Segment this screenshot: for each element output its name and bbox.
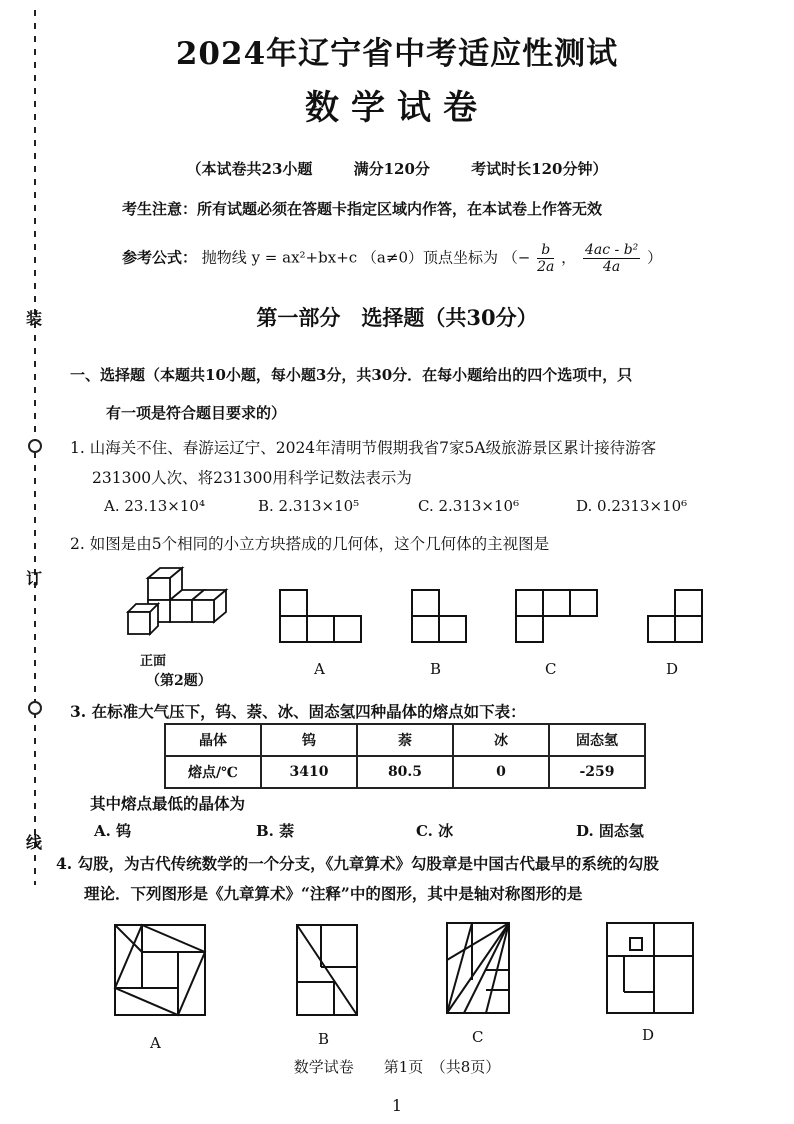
vertex-y-numerator: 4ac - b² xyxy=(584,242,639,258)
table-cell: 熔点/℃ xyxy=(165,756,261,788)
table-header-cell: 钨 xyxy=(261,724,357,756)
table-cell: 80.5 xyxy=(357,756,453,788)
q2-option-c-figure xyxy=(514,588,600,644)
q2-option-b-label: B xyxy=(430,660,442,678)
q3-question: 3. 在标准大气压下，钨、萘、冰、固态氢四种晶体的熔点如下表： xyxy=(70,702,526,721)
exam-notice: 考生注意：所有试题必须在答题卡指定区域内作答，在本试卷上作答无效 xyxy=(122,200,603,218)
q1-option-c: C. 2.313×10⁶ xyxy=(418,497,520,515)
vertex-y-fraction xyxy=(583,242,640,275)
q2-option-c-label: C xyxy=(545,660,557,678)
table-cell: -259 xyxy=(549,756,645,788)
q4-option-d-figure xyxy=(604,920,696,1018)
full-score: 满分120分 xyxy=(353,160,430,178)
q4-option-b-label: B xyxy=(318,1030,330,1048)
formula-paren-open: （− xyxy=(502,248,531,267)
table-header-cell: 萘 xyxy=(357,724,453,756)
q2-figure-caption: （第2题） xyxy=(146,673,212,689)
q4-option-a-figure xyxy=(112,922,208,1018)
formula-comma: ， xyxy=(561,248,577,267)
page-footer: 数学试卷 第1页 （共8页） xyxy=(293,1058,501,1076)
table-header-cell: 晶体 xyxy=(165,724,261,756)
q2-option-a-label: A xyxy=(314,660,325,678)
question-count: （本试卷共23小题 xyxy=(186,160,313,178)
exam-title: 2024年辽宁省中考适应性测试 xyxy=(175,36,619,72)
q2-cube-solid-figure xyxy=(120,566,240,650)
page-number: 1 xyxy=(391,1096,403,1115)
exam-duration: 考试时长120分钟） xyxy=(471,160,608,178)
section-instructions-line2: 有一项是符合题目要求的） xyxy=(106,404,287,422)
formula-paren-close: ） xyxy=(647,248,663,267)
q2-question: 2. 如图是由5个相同的小立方块搭成的几何体，这个几何体的主视图是 xyxy=(70,535,550,553)
q4-line1: 4. 勾股，为古代传统数学的一个分支，《九章算术》勾股章是中国古代最早的系统的勾股 xyxy=(56,854,659,873)
table-cell: 0 xyxy=(453,756,549,788)
table-header-row xyxy=(165,724,645,756)
q2-option-b-figure xyxy=(410,588,470,644)
q4-option-d-label: D xyxy=(642,1026,655,1044)
binding-char-zhuang: 装 xyxy=(26,309,43,328)
q2-front-label: 正面 xyxy=(140,654,167,669)
melting-point-table xyxy=(164,723,646,789)
q4-line2: 理论．下列图形是《九章算术》“注释”中的图形，其中是轴对称图形的是 xyxy=(84,884,583,903)
binding-char-xian: 线 xyxy=(26,833,43,852)
q3-sub-question: 其中熔点最低的晶体为 xyxy=(90,794,246,813)
vertex-x-numerator: b xyxy=(537,242,554,259)
q3-option-a: A. 钨 xyxy=(94,822,132,840)
vertex-y-denominator: 4a xyxy=(602,259,621,275)
table-header-cell: 固态氢 xyxy=(549,724,645,756)
q1-line2: 231300人次、将231300用科学记数法表示为 xyxy=(92,469,412,487)
part1-title: 第一部分 选择题（共30分） xyxy=(256,305,538,330)
table-header-cell: 冰 xyxy=(453,724,549,756)
q3-option-d: D. 固态氢 xyxy=(576,822,644,840)
q4-option-b-figure xyxy=(294,922,360,1018)
q1-option-a: A. 23.13×10⁴ xyxy=(104,497,205,515)
formula-label: 参考公式： xyxy=(122,248,198,267)
table-row xyxy=(165,756,645,788)
table-cell: 3410 xyxy=(261,756,357,788)
q2-option-d-label: D xyxy=(666,660,679,678)
q3-option-b: B. 萘 xyxy=(256,822,295,840)
q4-option-c-figure xyxy=(444,920,514,1018)
reference-formula xyxy=(122,242,662,275)
q1-line1: 1. 山海关不住、春游运辽宁、2024年清明节假期我省7家5A级旅游景区累计接待游客 xyxy=(70,439,657,457)
section-instructions-line1: 一、选择题（本题共10小题，每小题3分，共30分．在每小题给出的四个选项中，只 xyxy=(70,366,633,384)
q3-option-c: C. 冰 xyxy=(416,822,454,840)
binding-char-ding: 订 xyxy=(26,569,43,588)
exam-subtitle: 数学试卷 xyxy=(305,88,489,128)
q2-option-a-figure xyxy=(278,588,364,644)
vertex-x-denominator: 2a xyxy=(537,259,555,275)
q4-option-c-label: C xyxy=(472,1028,484,1046)
vertex-x-fraction xyxy=(537,242,554,275)
q1-option-b: B. 2.313×10⁵ xyxy=(258,497,360,515)
q1-option-d: D. 0.2313×10⁶ xyxy=(576,497,688,515)
q4-option-a-label: A xyxy=(150,1034,161,1052)
exam-info xyxy=(0,158,794,179)
q2-option-d-figure xyxy=(646,588,706,644)
binding-margin-line xyxy=(20,0,50,890)
formula-text: 抛物线 y = ax²+bx+c （a≠0）顶点坐标为 xyxy=(201,248,498,267)
